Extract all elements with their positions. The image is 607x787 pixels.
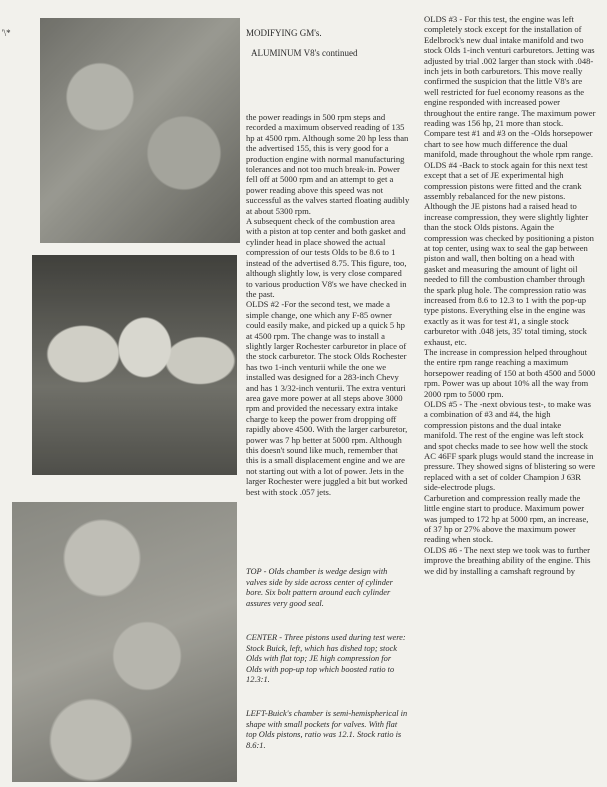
paragraph: The increase in compression helped throughout the entire rpm range reaching a maximum horsepower reading of 150 at both 4500 and 5000 rpm. Power was up about 10% all the way from 2000 rpm to 5000 rpm. bbox=[424, 347, 596, 399]
photo-olds-combustion-chamber bbox=[40, 18, 240, 243]
paragraph: OLDS #6 - The next step we took was to further improve the breathing ability of the engine. This we did by installing a camshaft reground by bbox=[424, 544, 591, 576]
paragraph: OLDS #5 - The -next obvious test-, to make was a combination of #3 and #4, the high compression pistons and the dual intake manifold. The rest of the engine was left stock and spot checks made to see how well the stock AC 46FF spark plugs would stand the increase in pressure. They showed signs of blistering so were replaced with a set of colder Champion J 63R side-electrode plugs. bbox=[424, 399, 596, 493]
photo-three-pistons bbox=[32, 255, 237, 475]
article-subheader: ALUMINUM V8's continued bbox=[251, 48, 358, 58]
caption-center: CENTER - Three pistons used during test were: Stock Buick, left, which has dished top; stock Olds with flat top; JE high compression for Olds with pop-up top which boosted ratio to 12.3:1. bbox=[246, 633, 406, 685]
paragraph: OLDS #2 -For the second test, we made a simple change, one which any F-85 owner could easily make, and picked up a quick 5 hp at 4500 rpm. The change was to install a slightly larger Rochester carburetor in place of the stock carburetor. The stock Olds Rochester has two 1-inch venturii while the one we installed was designed for a 283-inch Chevy and has 1 3/32-inch venturii. The extra venturi area gave more power at all steps above 3000 rpm and provided the necessary extra intake charge to keep the power from dropping off rapidly above 4500. With the larger carburetor, power was 7 hp better at 5000 rpm. Although this doesn't sound like much, remember that this is a small displacement engine and we are not starting out with a lot of power. Jets in the larger Rochester were juggled a bit but worked best with stock .057 jets. bbox=[246, 299, 408, 497]
article-header: MODIFYING GM's. bbox=[246, 28, 322, 38]
caption-left: LEFT-Buick's chamber is semi-hemispherical in shape with small pockets for valves. With flat top Olds pistons, ratio was 12.1. Stock ratio is 8.6:1. bbox=[246, 709, 408, 750]
paragraph: OLDS #4 -Back to stock again for this next test except that a set of JE experimental high compression pistons were fitted and the crank assembly rebalanced for the new pistons. Although the JE pistons had a raised head to increase compression, they were slightly lighter than the stock Olds pistons. Again the compression was checked by positioning a piston at top center, using wax to seal the gap between piston and wall, then bolting on a head with gasket and measuring the amount of light oil needed to fill the combustion chamber through the spark plug hole. The compression ratio was increased from 8.6 to 12.3 to 1 with the pop-up type pistons. Everything else in the engine was exactly as it was for test #1, a single stock carburetor with .048 jets, 35' total timing, stock exhaust, etc. bbox=[424, 159, 594, 347]
paragraph: the power readings in 500 rpm steps and recorded a maximum observed reading of 135 hp at 4500 rpm. Although some 20 hp less than the advertised 155, this is very good for a production engine with normal manufacturing tolerances and not too much break-in. Power fell off at 5000 rpm and an attempt to get a power reading above this speed was not successful as the valves started floating audibly at about 5300 rpm. bbox=[246, 112, 410, 216]
caption-top: TOP - Olds chamber is wedge design with valves side by side across center of cylinder bore. Six bolt pattern around each cylinder assures very good seal. bbox=[246, 567, 393, 608]
right-column bbox=[424, 14, 596, 576]
paragraph: OLDS #3 - For this test, the engine was left completely stock except for the installation of Edelbrock's new dual intake manifold and two stock Olds 1-inch venturi carburetors. Jetting was adjusted by trial .002 larger than stock with .048-inch jets in both carburetors. This move really confirmed the suspicion that the little V8's are well restricted for fuel economy reasons as the engine responded with increased power throughout the entire range. The maximum power reading was 156 hp, 21 more than stock. Compare test #1 and #3 on the -Olds horsepower chart to see how much difference the dual manifold, made throughout the whole rpm range. bbox=[424, 14, 596, 160]
photo-buick-chamber bbox=[12, 502, 237, 782]
paragraph: Carburetion and compression really made the little engine start to produce. Maximum power was jumped to 172 hp at 5000 rpm, an increase, of 37 hp or 27% above the maximum power reading when stock. bbox=[424, 492, 589, 545]
margin-mark: '\* bbox=[2, 28, 11, 38]
paragraph: A subsequent check of the combustion area with a piston at top center and both gasket and cylinder head in place showed the actual compression of our tests Olds to be 8.6 to 1 instead of the advertised 8.75. This figure, too, although slightly low, is very close compared to various production V8's we have checked in the past. bbox=[246, 216, 407, 299]
middle-column bbox=[246, 112, 410, 497]
